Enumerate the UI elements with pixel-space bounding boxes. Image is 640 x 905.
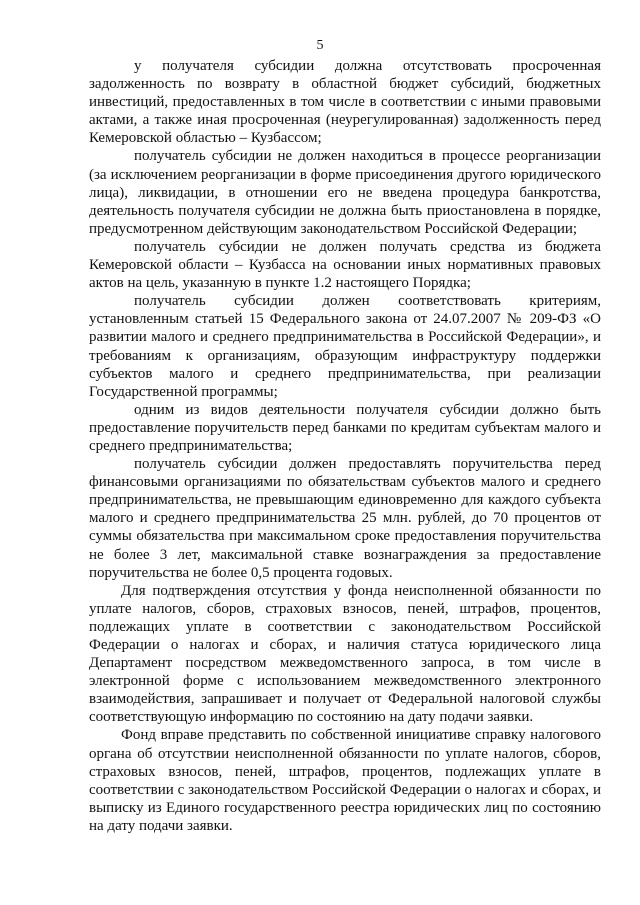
paragraph-criteria-requirement: получатель субсидии должен соответствовать критериям, установленным статьей 15 Федерального закона от 24.07.2007 № 209-ФЗ «О развитии малого и среднего предпринимательства в Российской Федерации», и требованиям к организациям, образующим инфраструктуру поддержки субъектов малого и среднего предпринимательства, при реализации Государственной программы; [89,293,601,400]
paragraph-guarantee-requirement: получатель субсидии должен предоставлять поручительства перед финансовыми организациями по обязательствам субъектов малого и среднего предпринимательства, не превышающим единовременно для каждого субъекта малого и среднего предпринимательства 25 млн. рублей, до 70 процентов от суммы обязательства при максимальном сроке предоставления поручительства не более 3 лет, максимальной ставке вознаграждения за предоставление поручительства не более 0,5 процента годовых. [89,456,601,581]
paragraph-budget-funds-requirement: получатель субсидии не должен получать средства из бюджета Кемеровской области – Кузбасса на основании иных нормативных правовых актов на цель, указанную в пункте 1.2 настоящего Порядка; [89,238,601,292]
paragraph-fund-certificate: Фонд вправе представить по собственной инициативе справку налогового органа об отсутствии неисполненной обязанности по уплате налогов, сборов, страховых взносов, пеней, штрафов, процентов, подлежащих уплате в соответствии с законодательством Российской Федерации о налогах и сборах, и выписку из Единого государственного реестра юридических лиц по состоянию на дату подачи заявки. [89,727,601,834]
paragraph-activity-requirement: одним из видов деятельности получателя субсидии должно быть предоставление поручительств перед банками по кредитам субъектам малого и среднего предпринимательства; [89,401,601,454]
document-body [89,57,601,835]
paragraph-reorganization-requirement: получатель субсидии не должен находиться в процессе реорганизации (за исключением реорганизации в форме присоединения другого юридического лица), ликвидации, в отношении его не введена процедура банкротства, деятельность получателя субсидии не должна быть приостановлена в порядке, предусмотренном действующим законодательством Российской Федерации; [89,148,601,237]
page-number: 5 [316,38,324,53]
paragraph-arrears-requirement: у получателя субсидии должна отсутствовать просроченная задолженность по возврату в областной бюджет субсидий, бюджетных инвестиций, предоставленных в том числе в соответствии с иными правовыми актами, а также иная просроченная (неурегулированная) задолженность перед Кемеровской областью – Кузбассом; [89,58,601,147]
paragraph-tax-confirmation: Для подтверждения отсутствия у фонда неисполненной обязанности по уплате налогов, сборов, страховых взносов, пеней, штрафов, процентов, подлежащих уплате в соответствии с законодательством Российской Федерации о налогах и сборах, и наличия статуса юридического лица Департамент посредством межведомственного запроса, в том числе в электронной форме с использованием межведомственного электронного взаимодействия, запрашивает и получает от Федеральной налоговой службы соответствующую информацию по состоянию на дату подачи заявки. [89,582,601,726]
